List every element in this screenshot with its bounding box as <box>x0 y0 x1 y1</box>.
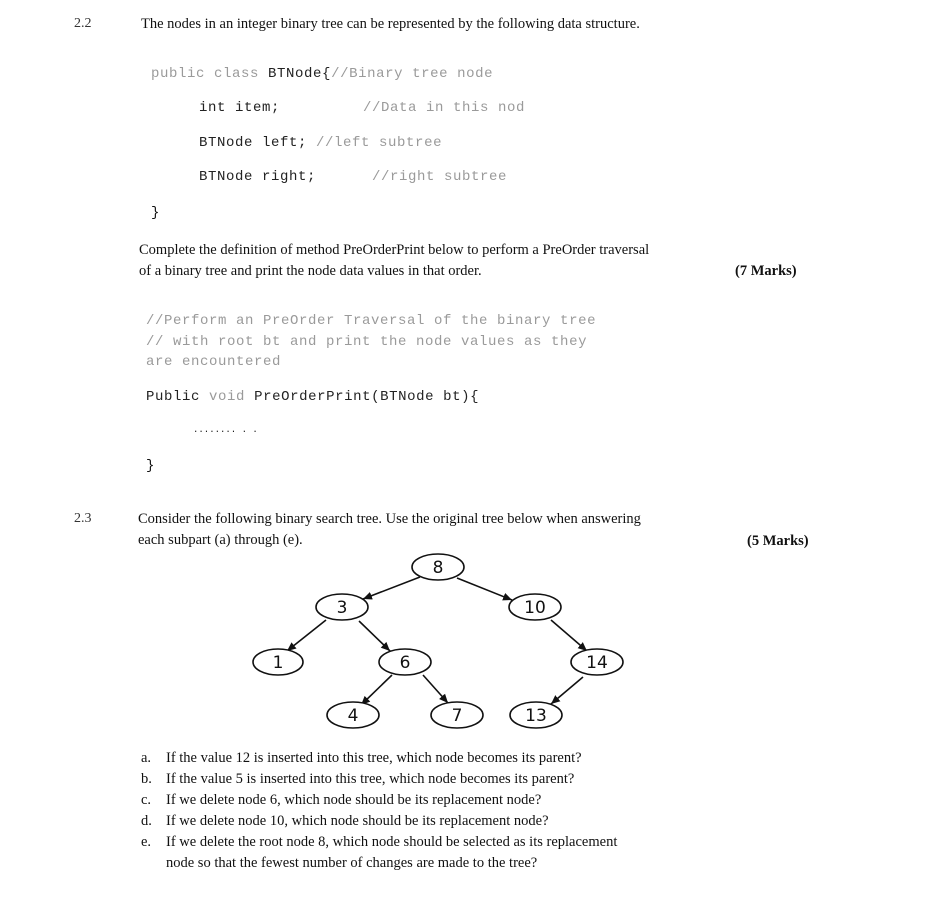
tree-edge-6-7 <box>423 675 448 703</box>
tree-edge-10-14 <box>551 620 587 651</box>
code-comment: //right subtree <box>372 169 508 185</box>
code-field-item: int item; <box>199 100 281 116</box>
tree-node-label: 1 <box>272 653 284 673</box>
tree-edge-8-10 <box>457 578 512 600</box>
code-comment: //Perform an PreOrder Traversal of the binary tree <box>146 313 597 329</box>
code-method-signature: PreOrderPrint(BTNode bt){ <box>254 389 480 405</box>
subquestion-label: a. <box>141 750 152 766</box>
subquestion-text-continued: node so that the fewest number of changes are made to the tree? <box>166 855 538 871</box>
subquestion-label: c. <box>141 792 152 808</box>
question-2-3-intro-line-2: each subpart (a) through (e). <box>138 532 303 548</box>
subquestion-text: If we delete node 10, which node should be its replacement node? <box>166 813 549 829</box>
tree-node-label: 6 <box>399 653 411 673</box>
code-keyword: void <box>209 389 246 405</box>
subquestion-text: If the value 5 is inserted into this tree, which node becomes its parent? <box>166 771 575 787</box>
subquestion-text: If we delete node 6, which node should be its replacement node? <box>166 792 542 808</box>
subquestion-label: e. <box>141 834 152 850</box>
code-class-name: BTNode{ <box>268 66 332 82</box>
code-comment: //Binary tree node <box>331 66 494 82</box>
tree-node-label: 14 <box>586 653 608 673</box>
question-number-2-3: 2.3 <box>74 511 92 526</box>
tree-node-label: 4 <box>347 706 359 726</box>
answer-placeholder-dots: ........ . . <box>193 425 258 435</box>
question-2-3-marks: (5 Marks) <box>747 533 809 549</box>
tree-edge-14-13 <box>551 677 583 704</box>
tree-edge-3-6 <box>359 621 390 651</box>
subquestion-text: If the value 12 is inserted into this tree, which node becomes its parent? <box>166 750 582 766</box>
question-2-3-intro-line-1: Consider the following binary search tree. Use the original tree below when answering <box>138 511 641 527</box>
subquestion-label: b. <box>141 771 152 787</box>
question-2-2-task-line-2: of a binary tree and print the node data values in that order. <box>139 263 482 279</box>
code-closing-brace: } <box>146 458 156 474</box>
code-comment: are encountered <box>146 354 282 370</box>
tree-node-label: 3 <box>336 598 348 618</box>
subquestion-label: d. <box>141 813 152 829</box>
question-2-2-intro: The nodes in an integer binary tree can be represented by the following data structure. <box>141 16 640 32</box>
code-comment: //left subtree <box>316 135 443 151</box>
tree-node-label: 7 <box>451 706 463 726</box>
tree-node-label: 13 <box>525 706 547 726</box>
code-keyword: Public <box>146 389 201 405</box>
code-field-left: BTNode left; <box>199 135 308 151</box>
question-number-2-2: 2.2 <box>74 16 92 31</box>
tree-edge-6-4 <box>361 675 392 705</box>
question-2-2-marks: (7 Marks) <box>735 263 797 279</box>
tree-edge-8-3 <box>363 577 420 599</box>
subquestion-text: If we delete the root node 8, which node should be selected as its replacement <box>166 834 618 850</box>
code-field-right: BTNode right; <box>199 169 317 185</box>
code-keyword: public class <box>151 66 260 82</box>
tree-node-label: 8 <box>432 558 444 578</box>
tree-edge-3-1 <box>287 620 326 651</box>
code-comment: // with root bt and print the node values as they <box>146 334 588 350</box>
question-2-2-task-line-1: Complete the definition of method PreOrderPrint below to perform a PreOrder traversal <box>139 242 650 258</box>
code-closing-brace: } <box>151 205 161 221</box>
code-comment: //Data in this nod <box>363 100 526 116</box>
tree-node-label: 10 <box>524 598 546 618</box>
